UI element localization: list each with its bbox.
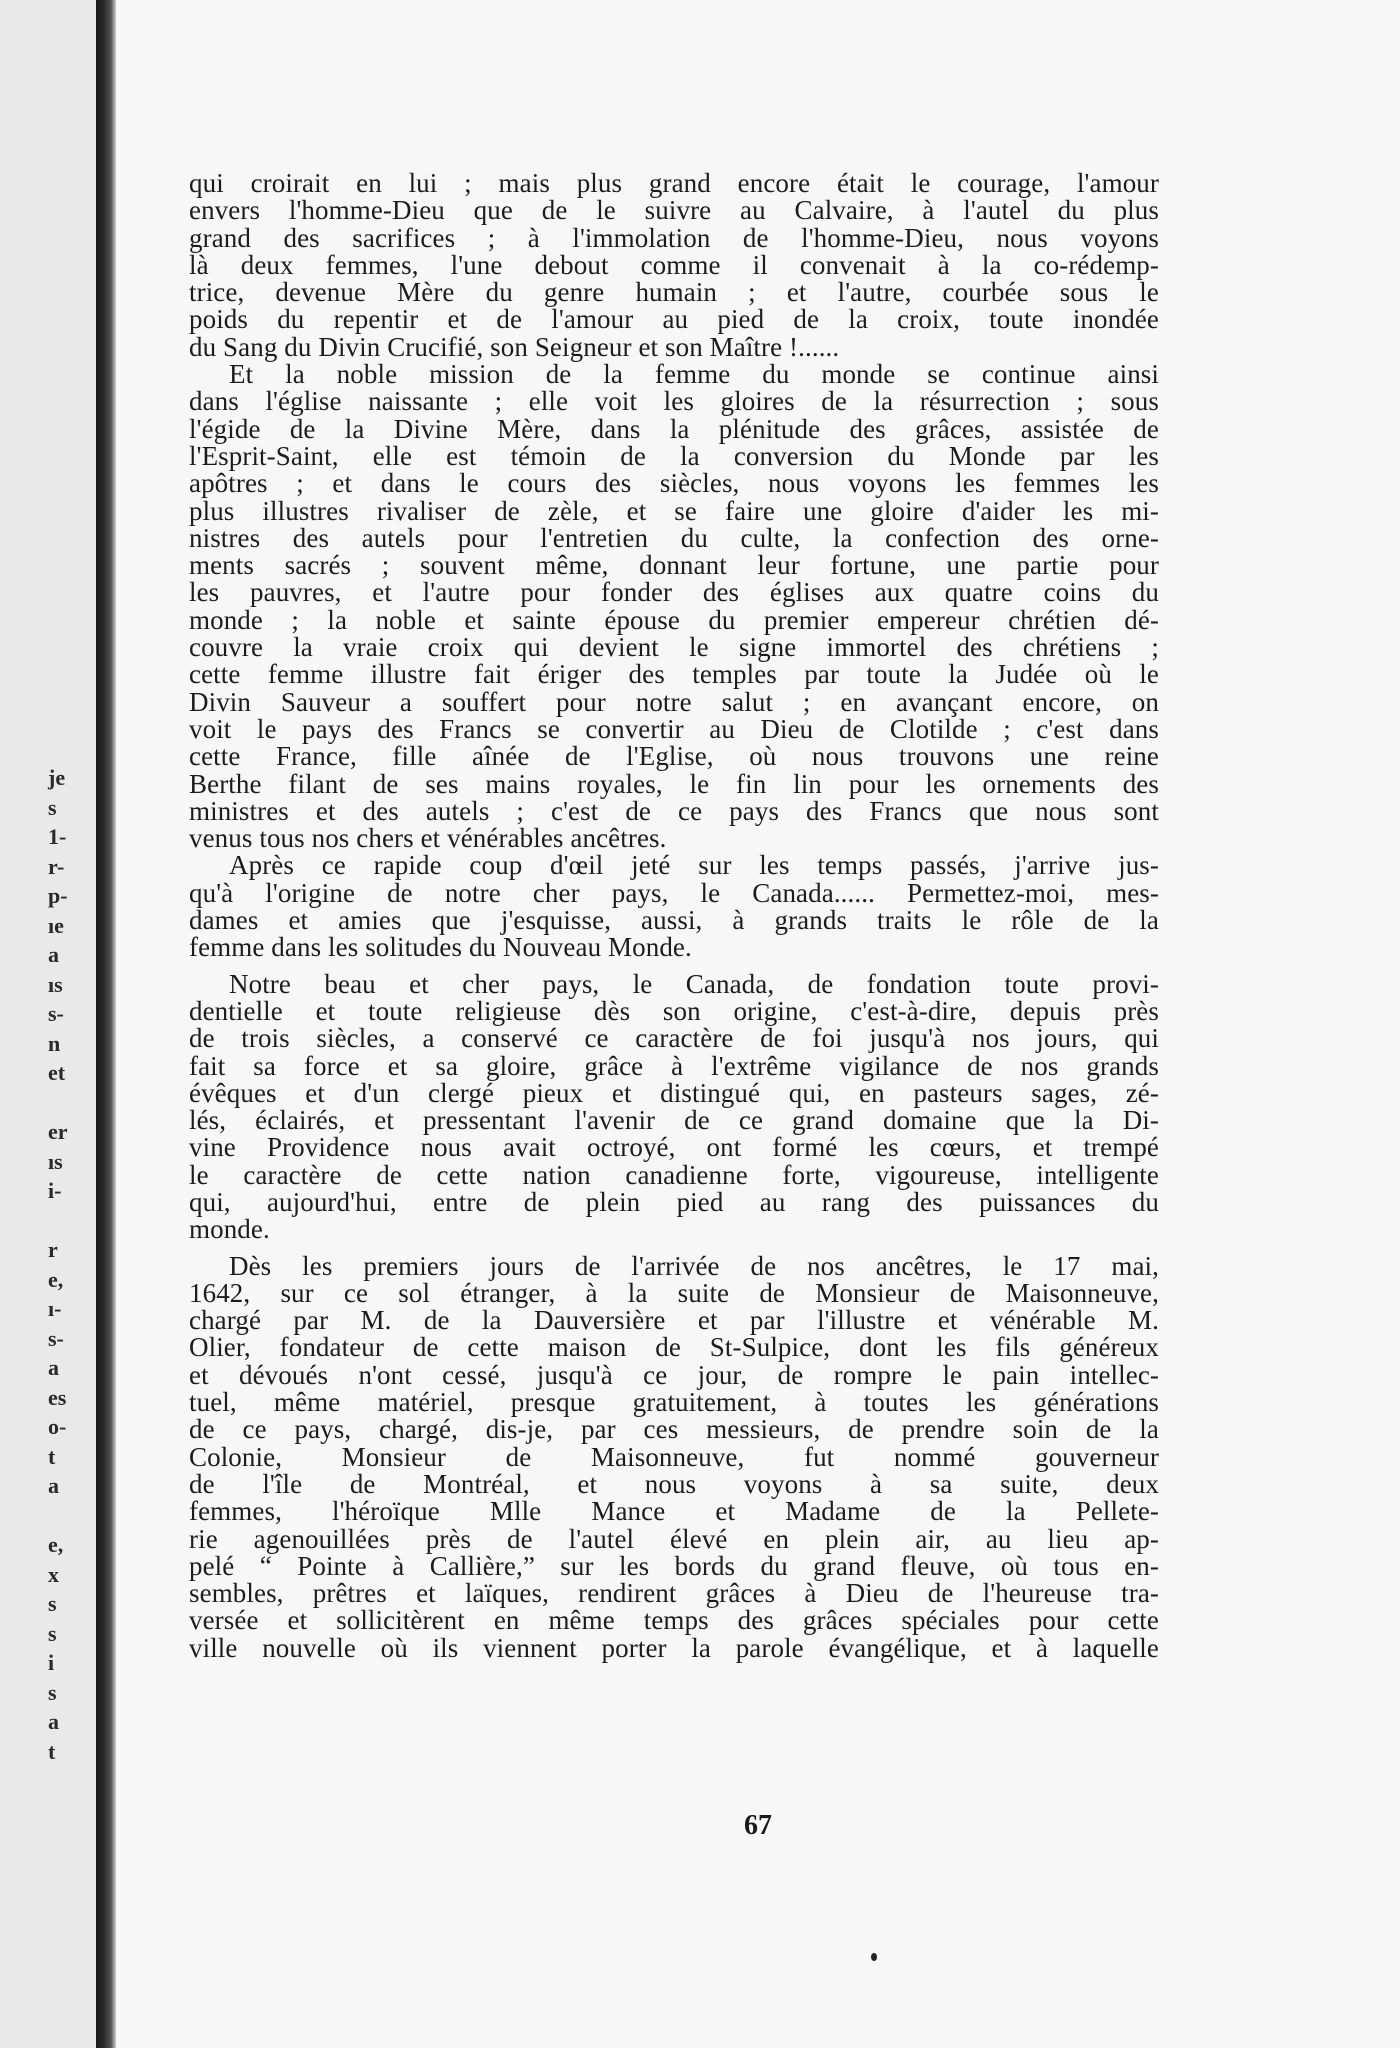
text-line: de ce pays, chargé, dis-je, par ces messieurs, de prendre soin de la <box>189 1414 1159 1445</box>
text-line: du Sang du Divin Crucifié, son Seigneur et son Maître !...... <box>189 331 840 362</box>
left-margin-fragment: ıe <box>48 912 64 938</box>
left-margin-fragment: a <box>48 942 59 967</box>
text-line: apôtres ; et dans le cours des siècles, nous voyons les femmes les <box>189 468 1159 499</box>
left-margin-fragment: x <box>48 1561 59 1587</box>
text-line: nistres des autels pour l'entretien du culte, la confection des orne- <box>189 522 1159 553</box>
page <box>116 0 1400 2048</box>
text-line: femmes, l'héroïque Mlle Mance et Madame de la Pellete- <box>189 1496 1159 1527</box>
text-line: vine Providence nous avait octroyé, ont formé les cœurs, et trempé <box>189 1132 1159 1163</box>
left-margin-fragment: s- <box>48 1001 64 1026</box>
left-margin-fragment: a <box>48 1355 59 1380</box>
text-line: là deux femmes, l'une debout comme il convenait à la co-rédemp- <box>189 249 1159 280</box>
left-margin-fragment: s- <box>48 1325 64 1351</box>
left-margin-fragment: s <box>48 1620 57 1646</box>
text-line: pelé “ Pointe à Callière,” sur les bords du grand fleuve, où tous en- <box>189 1550 1159 1581</box>
paragraph <box>189 852 1159 961</box>
text-line: qu'à l'origine de notre cher pays, le Canada...... Permettez-moi, mes- <box>189 877 1159 908</box>
left-margin-fragment <box>48 1206 88 1236</box>
text-line: femme dans les solitudes du Nouveau Monde. <box>189 932 692 963</box>
book-gutter <box>96 0 116 2048</box>
text-line: trice, devenue Mère du genre humain ; et l'autre, courbée sous le <box>189 277 1159 308</box>
paragraph <box>189 361 1159 852</box>
text-line: venus tous nos chers et vénérables ancêtres. <box>189 823 667 854</box>
left-margin-fragment: es <box>48 1384 67 1410</box>
text-line: ville nouvelle où ils viennent porter la parole évangélique, et à laquelle <box>189 1632 1159 1663</box>
left-margin-fragment: t <box>48 1738 56 1764</box>
left-margin-fragment: n <box>48 1030 61 1056</box>
text-line: qui, aujourd'hui, entre de plein pied au rang des puissances du <box>189 1186 1159 1217</box>
text-line: envers l'homme-Dieu que de le suivre au Calvaire, à l'autel du plus <box>189 195 1159 226</box>
text-line: qui croirait en lui ; mais plus grand encore était le courage, l'amour <box>189 168 1159 198</box>
text-line: rie agenouillées près de l'autel élevé en plein air, au lieu ap- <box>189 1523 1159 1554</box>
left-margin-fragment: s <box>48 1679 57 1705</box>
text-line: chargé par M. de la Dauversière et par l'illustre et vénérable M. <box>189 1305 1159 1336</box>
left-margin-fragment: a <box>48 1709 59 1734</box>
ink-speck <box>871 1953 877 1961</box>
text-line: Olier, fondateur de cette maison de St-Sulpice, dont les fils généreux <box>189 1332 1159 1363</box>
text-line: voit le pays des Francs se convertir au Dieu de Clotilde ; c'est dans <box>189 713 1159 744</box>
text-line: monde ; la noble et sainte épouse du premier empereur chrétien dé- <box>189 604 1159 635</box>
left-margin-fragment: s <box>48 794 57 820</box>
text-line: le caractère de cette nation canadienne forte, vigoureuse, intelligente <box>189 1159 1159 1190</box>
left-page-cut-text <box>48 763 88 1766</box>
text-line: ments sacrés ; souvent même, donnant leur fortune, une partie pour <box>189 550 1159 581</box>
left-margin-fragment: ı- <box>48 1296 62 1321</box>
text-line: Et la noble mission de la femme du monde se continue ainsi <box>229 359 1159 390</box>
paragraph <box>189 170 1159 361</box>
left-margin-fragment: i <box>48 1650 55 1675</box>
text-line: dentielle et toute religieuse dès son origine, c'est-à-dire, depuis près <box>189 995 1159 1026</box>
text-line: cette femme illustre fait ériger des temples par toute la Judée où le <box>189 659 1159 690</box>
left-margin-fragment: i- <box>48 1178 62 1203</box>
text-line: l'Esprit-Saint, elle est témoin de la conversion du Monde par les <box>189 440 1159 471</box>
left-margin-fragment: o- <box>48 1414 67 1439</box>
left-margin-fragment: ıs <box>48 971 63 997</box>
text-line: grand des sacrifices ; à l'immolation de l'homme-Dieu, nous voyons <box>189 222 1159 253</box>
text-line: Berthe filant de ses mains royales, le fin lin pour les ornements des <box>189 768 1159 799</box>
left-margin-fragment <box>48 1501 88 1531</box>
left-margin-fragment: e, <box>48 1266 64 1292</box>
left-margin-fragment: et <box>48 1060 66 1085</box>
text-line: de trois siècles, a conservé ce caractère de foi jusqu'à nos jours, qui <box>189 1023 1159 1054</box>
text-line: Divin Sauveur a souffert pour notre salut ; en avançant encore, on <box>189 686 1159 717</box>
paragraph <box>189 968 1159 1245</box>
text-line: évêques et d'un clergé pieux et distingué qui, en pasteurs sages, zé- <box>189 1077 1159 1108</box>
text-line: lés, éclairés, et pressentant l'avenir de ce grand domaine que la Di- <box>189 1105 1159 1136</box>
body-text <box>189 170 1159 1662</box>
paragraph <box>189 1250 1159 1663</box>
text-line: tuel, même matériel, presque gratuitement, à toutes les générations <box>189 1387 1159 1418</box>
left-margin-fragment: er <box>48 1119 68 1144</box>
text-line: fait sa force et sa gloire, grâce à l'extrême vigilance de nos grands <box>189 1050 1159 1081</box>
left-page-fragment <box>0 0 96 2048</box>
text-line: les pauvres, et l'autre pour fonder des églises aux quatre coins du <box>189 577 1159 608</box>
left-margin-fragment: a <box>48 1473 59 1498</box>
text-line: dames et amies que j'esquisse, aussi, à grands traits le rôle de la <box>189 905 1159 936</box>
text-line: de l'île de Montréal, et nous voyons à sa suite, deux <box>189 1468 1159 1499</box>
left-margin-fragment: p- <box>48 883 68 908</box>
text-line: poids du repentir et de l'amour au pied de la croix, toute inondée <box>189 304 1159 335</box>
text-line: cette France, fille aînée de l'Eglise, où nous trouvons une reine <box>189 741 1159 772</box>
left-margin-fragment: r <box>48 1237 58 1262</box>
text-line: monde. <box>189 1214 270 1245</box>
text-line: l'égide de la Divine Mère, dans la plénitude des grâces, assistée de <box>189 413 1159 444</box>
text-line: 1642, sur ce sol étranger, à la suite de Monsieur de Maisonneuve, <box>189 1277 1159 1308</box>
left-margin-fragment: t <box>48 1443 56 1469</box>
left-margin-fragment: r- <box>48 853 65 879</box>
left-margin-fragment: je <box>48 765 66 790</box>
left-margin-fragment: 1- <box>48 824 67 849</box>
page-number: 67 <box>744 1810 772 1841</box>
text-line: couvre la vraie croix qui devient le signe immortel des chrétiens ; <box>189 632 1159 663</box>
text-line: Dès les premiers jours de l'arrivée de nos ancêtres, le 17 mai, <box>229 1250 1159 1281</box>
text-line: Colonie, Monsieur de Maisonneuve, fut nommé gouverneur <box>189 1441 1159 1472</box>
text-line: versée et sollicitèrent en même temps des grâces spéciales pour cette <box>189 1605 1159 1636</box>
text-line: dans l'église naissante ; elle voit les gloires de la résurrection ; sous <box>189 386 1159 417</box>
text-line: Notre beau et cher pays, le Canada, de fondation toute provi- <box>229 968 1159 999</box>
text-line: Après ce rapide coup d'œil jeté sur les temps passés, j'arrive jus- <box>229 850 1159 881</box>
text-line: ministres et des autels ; c'est de ce pays des Francs que nous sont <box>189 795 1159 826</box>
text-line: plus illustres rivaliser de zèle, et se faire une gloire d'aider les mi- <box>189 495 1159 526</box>
text-line: sembles, prêtres et laïques, rendirent grâces à Dieu de l'heureuse tra- <box>189 1578 1159 1609</box>
left-margin-fragment: ıs <box>48 1148 63 1174</box>
left-margin-fragment <box>48 1088 88 1118</box>
left-margin-fragment: e, <box>48 1532 64 1557</box>
text-line: et dévoués n'ont cessé, jusqu'à ce jour, de rompre le pain intellec- <box>189 1359 1159 1390</box>
left-margin-fragment: s <box>48 1591 57 1616</box>
